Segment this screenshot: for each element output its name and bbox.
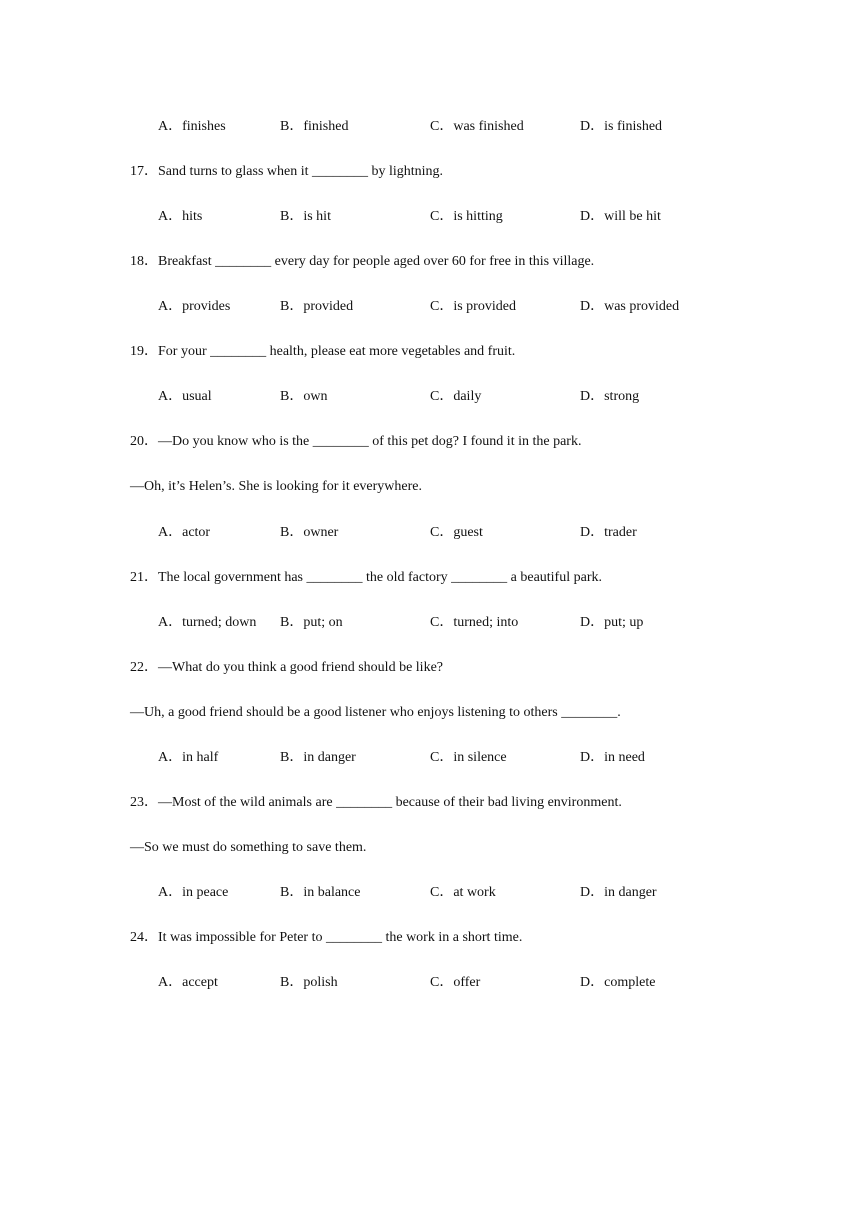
options-row bbox=[0, 613, 860, 633]
option-d: D．will be hit bbox=[580, 209, 661, 225]
option-b: B．is hit bbox=[280, 209, 331, 225]
option-c: C．guest bbox=[430, 524, 483, 540]
option-a: A．usual bbox=[158, 389, 212, 405]
question-line: —So we must do something to save them. bbox=[130, 839, 367, 855]
option-b: B．owner bbox=[280, 524, 339, 540]
option-c: C．offer bbox=[430, 974, 481, 990]
option-a: A．hits bbox=[158, 209, 203, 225]
question-line: 19．For your ________ health, please eat more vegetables and fruit. bbox=[130, 344, 516, 360]
option-a: A．in peace bbox=[158, 884, 229, 900]
option-d: D．strong bbox=[580, 389, 640, 405]
option-d: D．was provided bbox=[580, 299, 680, 315]
question-line: 17．Sand turns to glass when it ________ by lightning. bbox=[130, 164, 444, 180]
option-a: A．in half bbox=[158, 749, 219, 765]
question-line: 22．—What do you think a good friend should be like? bbox=[130, 659, 443, 675]
options-row bbox=[0, 117, 860, 137]
option-a: A．turned; down bbox=[158, 614, 257, 630]
question-line: 23．—Most of the wild animals are ________ because of their bad living environment. bbox=[130, 794, 622, 810]
option-d: D．put; up bbox=[580, 614, 644, 630]
option-d: D．in danger bbox=[580, 884, 657, 900]
option-a: A．accept bbox=[158, 974, 218, 990]
options-row bbox=[0, 973, 860, 993]
options-row bbox=[0, 297, 860, 317]
options-row bbox=[0, 387, 860, 407]
options-row bbox=[0, 883, 860, 903]
question-line: 21．The local government has ________ the old factory ________ a beautiful park. bbox=[130, 569, 602, 585]
option-b: B．put; on bbox=[280, 614, 343, 630]
options-row bbox=[0, 207, 860, 227]
option-b: B．in balance bbox=[280, 884, 361, 900]
option-c: C．at work bbox=[430, 884, 496, 900]
option-c: C．daily bbox=[430, 389, 482, 405]
option-b: B．provided bbox=[280, 299, 354, 315]
options-row bbox=[0, 748, 860, 768]
option-b: B．finished bbox=[280, 119, 349, 134]
option-b: B．polish bbox=[280, 974, 338, 990]
question-line: 18．Breakfast ________ every day for people aged over 60 for free in this village. bbox=[130, 254, 595, 270]
option-c: C．is provided bbox=[430, 299, 516, 315]
option-c: C．in silence bbox=[430, 749, 507, 765]
option-a: A．provides bbox=[158, 299, 231, 315]
options-row bbox=[0, 523, 860, 543]
option-b: B．in danger bbox=[280, 749, 356, 765]
option-c: C．is hitting bbox=[430, 209, 503, 225]
option-c: C．was finished bbox=[430, 119, 524, 134]
question-line: —Oh, it’s Helen’s. She is looking for it everywhere. bbox=[130, 479, 423, 495]
question-line: 20．—Do you know who is the ________ of this pet dog? I found it in the park. bbox=[130, 434, 582, 450]
option-d: D．trader bbox=[580, 524, 637, 540]
option-b: B．own bbox=[280, 389, 328, 405]
question-line: 24．It was impossible for Peter to ________ the work in a short time. bbox=[130, 929, 523, 945]
question-line: —Uh, a good friend should be a good listener who enjoys listening to others ________. bbox=[130, 704, 621, 720]
option-c: C．turned; into bbox=[430, 614, 519, 630]
option-d: D．in need bbox=[580, 749, 645, 765]
option-d: D．complete bbox=[580, 974, 656, 990]
option-d: D．is finished bbox=[580, 119, 663, 134]
option-a: A．actor bbox=[158, 524, 211, 540]
option-a: A．finishes bbox=[158, 119, 226, 134]
